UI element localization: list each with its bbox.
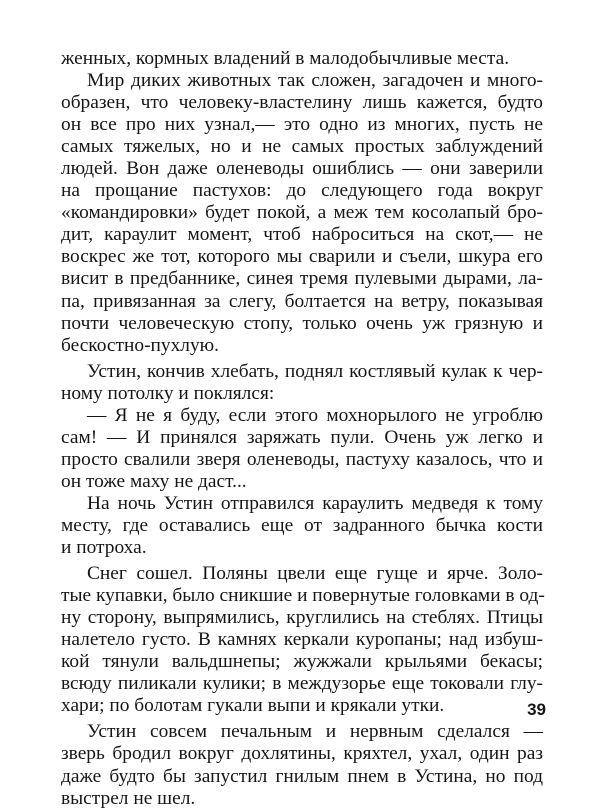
text-line: образен, что человеку-властелину лишь кажется, будто bbox=[61, 92, 543, 114]
text-line: кой тянули вальдшнепы; жужжали крыльями бекасы; bbox=[61, 651, 543, 673]
text-line: налетело густо. В камнях керкали куропаны; над избуш- bbox=[61, 629, 543, 651]
text-line: женных, кормных владений в малодобычливые места. bbox=[61, 48, 510, 69]
text-line: Мир диких животных так сложен, загадочен и много- bbox=[87, 70, 543, 92]
text-line: «командировки» будет покой, а меж тем косолапый бро- bbox=[61, 202, 543, 224]
text-line: Устин, кончив хлебать, поднял костлявый кулак к чер- bbox=[87, 360, 543, 382]
text-line: и потроха. bbox=[61, 537, 147, 559]
text-line: выстрел не шел. bbox=[61, 787, 196, 809]
text-line: ну сторону, выпрямились, круглились на стеблях. Птицы bbox=[61, 607, 543, 629]
text-line: па, привязанная за слегу, болтается на ветру, показывая bbox=[61, 290, 543, 312]
text-line: — Я не я буду, если этого мохнорылого не угроблю bbox=[87, 404, 543, 426]
text-line: дит, караулит момент, чтоб наброситься на скот,— не bbox=[61, 224, 543, 246]
body-text bbox=[61, 48, 543, 810]
text-line: Снег сошел. Поляны цвели еще гуще и ярче. Золо- bbox=[87, 563, 543, 585]
text-line: На ночь Устин отправился караулить медведя к тому bbox=[87, 492, 543, 514]
text-line: всюду пиликали кулики; в междузорье еще токовали глу- bbox=[61, 673, 543, 695]
text-line: тые купавки, было сникшие и повернутые головками в од- bbox=[61, 585, 545, 607]
text-line: бескостно-пухлую. bbox=[61, 334, 220, 356]
page-number: 39 bbox=[527, 700, 546, 719]
text-line: даже будто бы запустил гнилым пнем в Устина, но под bbox=[61, 765, 543, 787]
text-line: месту, где оставались еще от задранного бычка кости bbox=[61, 514, 543, 536]
text-line: хари; по болотам гукали выпи и крякали утки. bbox=[61, 695, 445, 717]
text-line: людей. Вон даже оленеводы ошиблись — они заверили bbox=[61, 158, 543, 180]
text-line: висит в предбаннике, синея тремя пулевыми дырами, ла- bbox=[61, 268, 543, 290]
text-line: он тоже маху не даст... bbox=[61, 470, 247, 492]
text-line: просто свалили зверя оленеводы, пастуху казалось, что и bbox=[61, 448, 543, 470]
text-line: на прощание пастухов: до следующего года вокруг bbox=[61, 180, 543, 202]
text-line: зверь бродил вокруг дохлятины, кряхтел, ухал, один раз bbox=[61, 743, 543, 765]
text-line: ному потолку и поклялся: bbox=[61, 382, 275, 404]
text-line: воскрес же тот, которого мы сварили и съели, шкура его bbox=[61, 246, 543, 268]
text-line: он все про них узнал,— это одно из многих, пусть не bbox=[61, 114, 543, 136]
text-line: почти человеческую стопу, только очень уж грязную и bbox=[61, 312, 543, 334]
text-line: самых тяжелых, но и не самых простых заблуждений bbox=[61, 136, 543, 158]
text-line: сам! — И принялся заряжать пули. Очень уж легко и bbox=[61, 426, 543, 448]
text-line: Устин совсем печальным и нервным сделался — bbox=[87, 721, 543, 743]
